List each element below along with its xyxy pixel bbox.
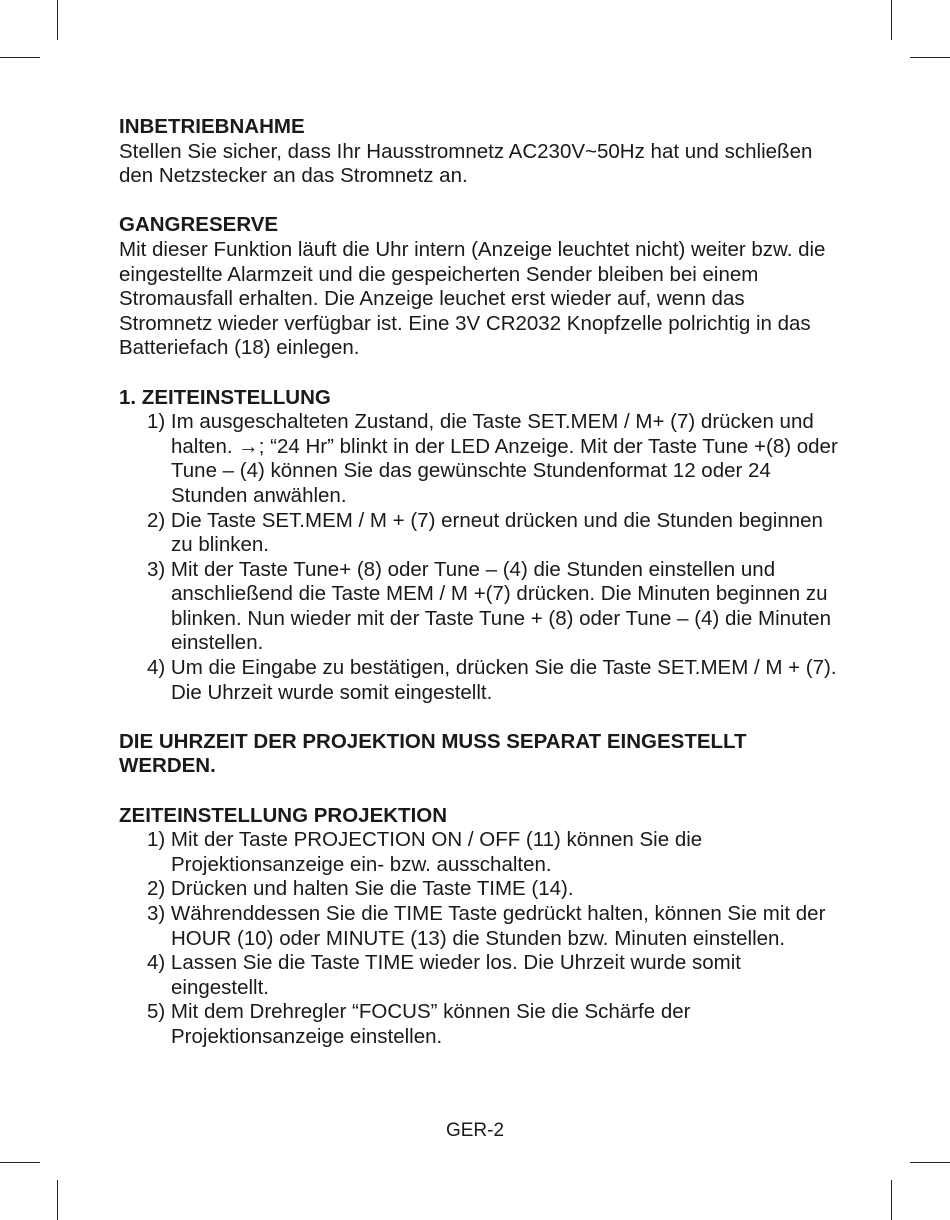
crop-mark: [57, 1180, 58, 1220]
crop-mark: [891, 0, 892, 40]
crop-mark: [57, 0, 58, 40]
list-item: 4) Lassen Sie die Taste TIME wieder los. Die Uhrzeit wurde somit eingestellt.: [147, 951, 741, 999]
document-body: [119, 115, 839, 1050]
step-list: [119, 828, 839, 1049]
step-list: [119, 410, 839, 705]
list-item: 3) Mit der Taste Tune+ (8) oder Tune – (4) die Stunden einstellen und anschließend die Taste MEM / M +(7) drücken. Die Minuten beginnen zu blinken. Nun wieder mit der Taste Tune + (8) oder Tune – (4) die Minuten einstellen.: [147, 557, 831, 655]
list-item: 2) Drücken und halten Sie die Taste TIME (14).: [147, 877, 574, 901]
section-heading: INBETRIEBNAHME: [119, 115, 305, 138]
list-item: 3) Währenddessen Sie die TIME Taste gedrückt halten, können Sie mit der HOUR (10) oder MINUTE (13) die Stunden bzw. Minuten einstellen.: [147, 902, 826, 950]
list-item: 1) Im ausgeschalteten Zustand, die Taste SET.MEM / M+ (7) drücken und halten. →; “24 Hr” blinkt in der LED Anzeige. Mit der Taste Tune +(8) oder Tune – (4) können Sie das gewünschte Stundenformat 12 oder 24 Stunden anwählen.: [147, 410, 838, 507]
page-number: GER-2: [445, 1120, 505, 1141]
section-inbetriebnahme: [119, 115, 839, 189]
section-paragraph: Stellen Sie sicher, dass Ihr Hausstromnetz AC230V~50Hz hat und schließen den Netzstecker an das Stromnetz an.: [119, 139, 813, 188]
section-gangreserve: [119, 213, 839, 361]
section-heading: ZEITEINSTELLUNG PROJEKTION: [119, 803, 448, 827]
section-heading: GANGRESERVE: [119, 213, 279, 237]
crop-mark: [891, 1180, 892, 1220]
section-paragraph: Mit dieser Funktion läuft die Uhr intern (Anzeige leuchtet nicht) weiter bzw. die eingestellte Alarmzeit und die gespeicherten Sender bleiben bei einem Stromausfall erhalten. Die Anzeige leuchet erst wieder auf, wenn das Stromnetz wieder verfügbar ist. Eine 3V CR2032 Knopfzelle polrichtig in das Batteriefach (18) einlegen.: [119, 237, 826, 360]
crop-mark: [0, 57, 40, 58]
notice-heading: DIE UHRZEIT DER PROJEKTION MUSS SEPARAT EINGESTELLT WERDEN.: [119, 729, 747, 778]
section-notice: [119, 730, 839, 779]
crop-mark: [910, 57, 950, 58]
list-item: 1) Mit der Taste PROJECTION ON / OFF (11) können Sie die Projektionsanzeige ein- bzw. ausschalten.: [147, 828, 703, 876]
crop-mark: [0, 1162, 40, 1163]
list-item: 4) Um die Eingabe zu bestätigen, drücken Sie die Taste SET.MEM / M + (7). Die Uhrzeit wurde somit eingestellt.: [147, 656, 837, 704]
list-item: 2) Die Taste SET.MEM / M + (7) erneut drücken und die Stunden beginnen zu blinken.: [147, 508, 823, 557]
section-heading: 1. ZEITEINSTELLUNG: [119, 385, 331, 409]
section-zeiteinstellung: [119, 386, 839, 706]
list-item: 5) Mit dem Drehregler “FOCUS” können Sie die Schärfe der Projektionsanzeige einstellen.: [147, 1000, 691, 1048]
section-zeiteinstellung-projektion: [119, 804, 839, 1050]
crop-mark: [910, 1162, 950, 1163]
